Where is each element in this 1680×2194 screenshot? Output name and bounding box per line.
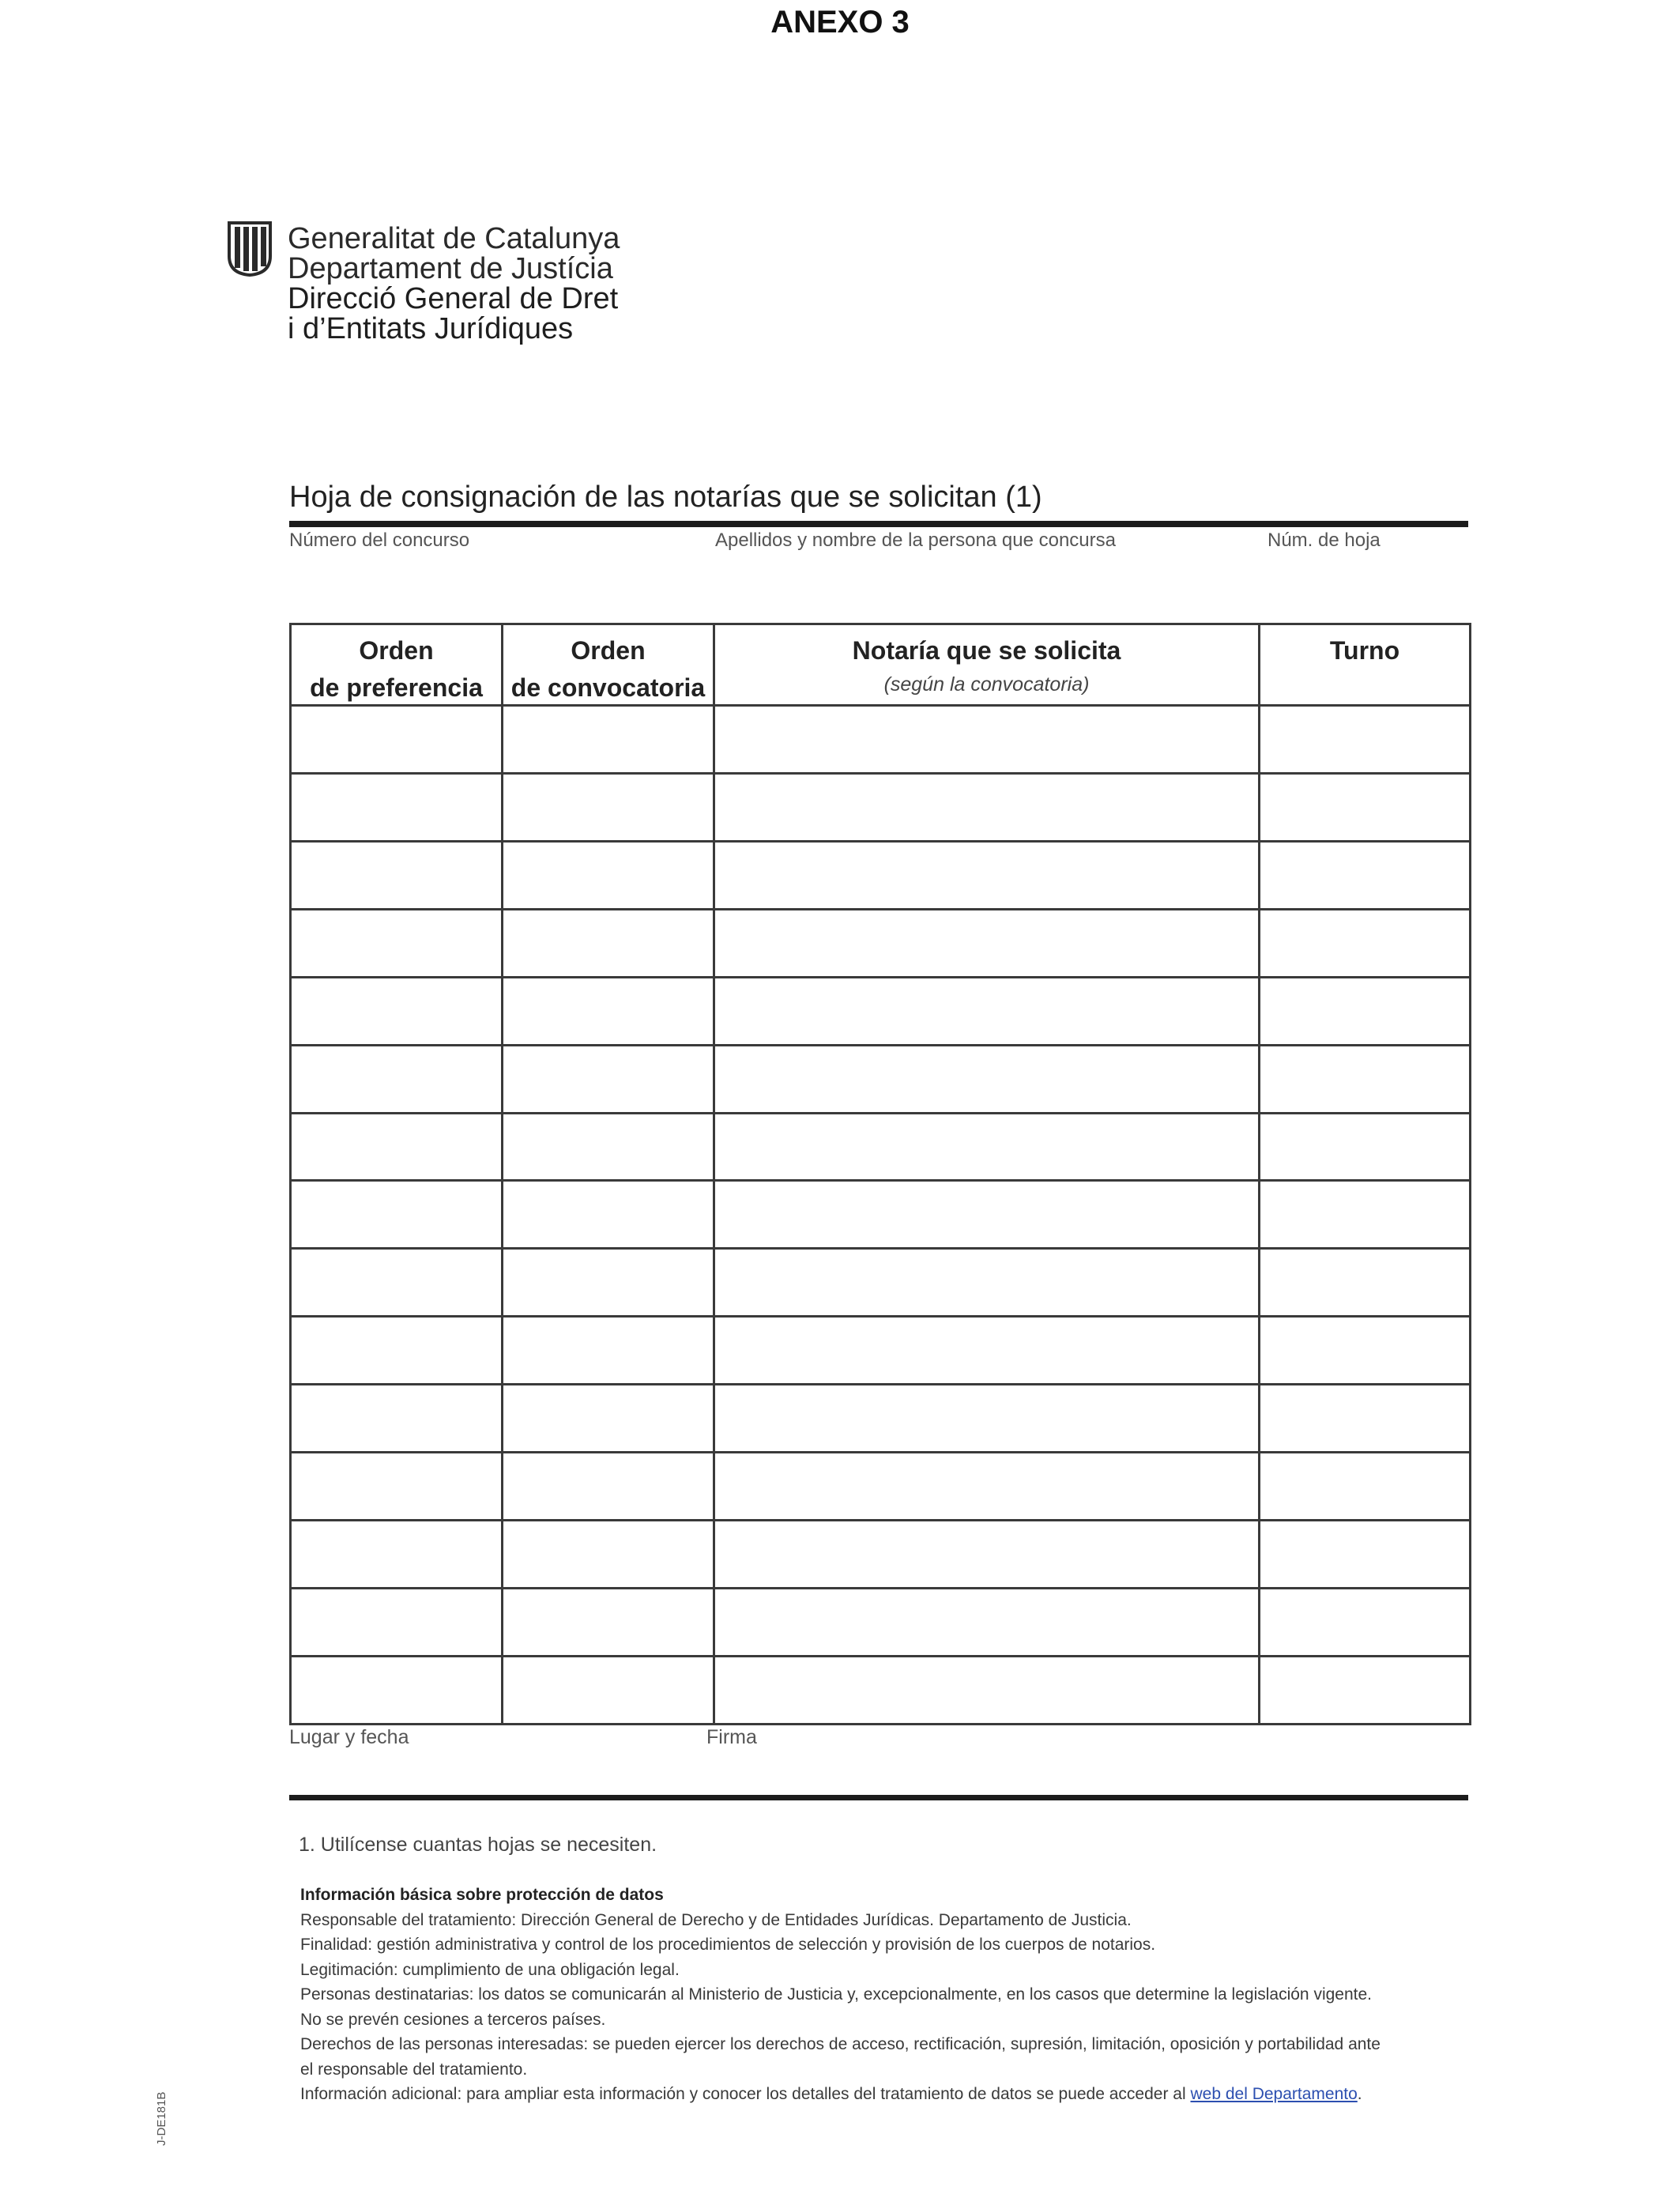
table-row	[291, 909, 1471, 977]
generalitat-stripes-icon	[224, 220, 275, 277]
notary-cell[interactable]	[714, 1588, 1260, 1656]
turn-cell[interactable]	[1260, 1453, 1471, 1521]
notary-cell[interactable]	[714, 1249, 1260, 1317]
notary-cell[interactable]	[714, 1113, 1260, 1181]
preference-order-cell[interactable]	[291, 841, 503, 909]
call-order-cell[interactable]	[503, 1656, 714, 1724]
header-preference-order-line2: de preferencia	[310, 673, 483, 702]
contest-number-label: Número del concurso	[289, 530, 470, 551]
preference-order-cell[interactable]	[291, 1249, 503, 1317]
notary-cell[interactable]	[714, 1521, 1260, 1589]
table-row	[291, 1453, 1471, 1521]
table-row	[291, 977, 1471, 1045]
table-row	[291, 1385, 1471, 1453]
table-row	[291, 841, 1471, 909]
title-divider	[289, 521, 1468, 527]
preference-order-cell[interactable]	[291, 1385, 503, 1453]
privacy-info	[300, 1883, 1454, 2107]
preference-order-cell[interactable]	[291, 977, 503, 1045]
notary-preference-table	[289, 623, 1471, 1725]
department-web-link[interactable]: web del Departamento	[1190, 2085, 1358, 2103]
call-order-cell[interactable]	[503, 1521, 714, 1589]
annex-title: ANEXO 3	[770, 5, 910, 40]
call-order-cell[interactable]	[503, 1045, 714, 1113]
notary-cell[interactable]	[714, 1453, 1260, 1521]
call-order-cell[interactable]	[503, 706, 714, 774]
preference-order-cell[interactable]	[291, 706, 503, 774]
bottom-divider	[289, 1795, 1468, 1800]
call-order-cell[interactable]	[503, 1317, 714, 1385]
call-order-cell[interactable]	[503, 1588, 714, 1656]
table-body	[291, 706, 1471, 1725]
preference-order-cell[interactable]	[291, 1045, 503, 1113]
header-turn	[1260, 624, 1471, 706]
table-row	[291, 1181, 1471, 1249]
document-code: J-DE181B	[155, 2091, 168, 2146]
table-row	[291, 1521, 1471, 1589]
turn-cell[interactable]	[1260, 1045, 1471, 1113]
call-order-cell[interactable]	[503, 1113, 714, 1181]
privacy-line: Legitimación: cumplimiento de una obligación legal.	[300, 1960, 680, 1979]
table-row	[291, 1045, 1471, 1113]
notary-cell[interactable]	[714, 1181, 1260, 1249]
preference-order-cell[interactable]	[291, 1588, 503, 1656]
turn-cell[interactable]	[1260, 1181, 1471, 1249]
table-row	[291, 706, 1471, 774]
header-call-order-line2: de convocatoria	[510, 673, 706, 702]
notary-cell[interactable]	[714, 977, 1260, 1045]
privacy-additional-text: Información adicional: para ampliar esta información y conocer los detalles del tratamiento de datos se puede acceder al	[300, 2085, 1186, 2103]
header-preference-order-line1: Orden	[359, 636, 434, 665]
privacy-line: Responsable del tratamiento: Dirección General de Derecho y de Entidades Jurídicas. Departamento de Justicia.	[300, 1910, 1132, 1929]
notary-cell[interactable]	[714, 1385, 1260, 1453]
privacy-line: Derechos de las personas interesadas: se pueden ejercer los derechos de acceso, rectificación, supresión, limitación, oposición y portabilidad ante	[300, 2035, 1381, 2053]
privacy-line: No se prevén cesiones a terceros países.	[300, 2010, 606, 2029]
turn-cell[interactable]	[1260, 1521, 1471, 1589]
notary-cell[interactable]	[714, 1656, 1260, 1724]
turn-cell[interactable]	[1260, 1317, 1471, 1385]
turn-cell[interactable]	[1260, 977, 1471, 1045]
header-call-order	[503, 624, 714, 706]
privacy-line-additional	[300, 2082, 1454, 2107]
call-order-cell[interactable]	[503, 1181, 714, 1249]
call-order-cell[interactable]	[503, 909, 714, 977]
privacy-line: Personas destinatarias: los datos se comunicarán al Ministerio de Justicia y, excepcionalmente, en los casos que determine la legislación vigente.	[300, 1985, 1372, 2004]
turn-cell[interactable]	[1260, 841, 1471, 909]
applicant-name-label: Apellidos y nombre de la persona que concursa	[715, 530, 1116, 551]
notary-cell[interactable]	[714, 773, 1260, 841]
privacy-additional-period: .	[1357, 2085, 1362, 2103]
call-order-cell[interactable]	[503, 1385, 714, 1453]
header-notary-requested-note: (según la convocatoria)	[883, 673, 1090, 696]
table-row	[291, 1317, 1471, 1385]
privacy-line: Finalidad: gestión administrativa y control de los procedimientos de selección y provisión de los cuerpos de notarios.	[300, 1936, 1156, 1954]
table-row	[291, 1113, 1471, 1181]
org-line-department: Departament de Justícia	[288, 252, 613, 285]
turn-cell[interactable]	[1260, 909, 1471, 977]
form-title: Hoja de consignación de las notarías que se solicitan (1)	[289, 481, 1042, 514]
preference-order-cell[interactable]	[291, 1181, 503, 1249]
notary-cell[interactable]	[714, 706, 1260, 774]
preference-order-cell[interactable]	[291, 1521, 503, 1589]
call-order-cell[interactable]	[503, 1453, 714, 1521]
org-line-directorate: Direcció General de Dret	[288, 282, 619, 315]
table-row	[291, 1249, 1471, 1317]
table-header-row	[291, 624, 1471, 706]
call-order-cell[interactable]	[503, 773, 714, 841]
call-order-cell[interactable]	[503, 841, 714, 909]
preference-order-cell[interactable]	[291, 773, 503, 841]
header-preference-order	[291, 624, 503, 706]
preference-order-cell[interactable]	[291, 1453, 503, 1521]
signature-label: Firma	[706, 1726, 757, 1748]
footnote: 1. Utilícense cuantas hojas se necesiten.	[299, 1834, 657, 1856]
privacy-line: el responsable del tratamiento.	[300, 2060, 528, 2079]
privacy-heading: Información básica sobre protección de datos	[300, 1886, 664, 1904]
org-line-generalitat: Generalitat de Catalunya	[288, 222, 620, 255]
notary-cell[interactable]	[714, 841, 1260, 909]
header-notary-requested-line1: Notaría que se solicita	[852, 636, 1121, 665]
header-notary-requested	[714, 624, 1260, 706]
preference-order-cell[interactable]	[291, 909, 503, 977]
call-order-cell[interactable]	[503, 977, 714, 1045]
header-call-order-line1: Orden	[571, 636, 646, 665]
table-row	[291, 1656, 1471, 1724]
turn-cell[interactable]	[1260, 1113, 1471, 1181]
preference-order-cell[interactable]	[291, 1317, 503, 1385]
turn-cell[interactable]	[1260, 706, 1471, 774]
preference-order-cell[interactable]	[291, 1656, 503, 1724]
notary-cell[interactable]	[714, 1317, 1260, 1385]
table-row	[291, 773, 1471, 841]
header-turn-line1: Turno	[1329, 636, 1400, 665]
call-order-cell[interactable]	[503, 1249, 714, 1317]
turn-cell[interactable]	[1260, 1249, 1471, 1317]
turn-cell[interactable]	[1260, 1385, 1471, 1453]
sheet-number-label: Núm. de hoja	[1268, 530, 1381, 551]
preference-order-cell[interactable]	[291, 1113, 503, 1181]
notary-cell[interactable]	[714, 909, 1260, 977]
table-row	[291, 1588, 1471, 1656]
turn-cell[interactable]	[1260, 1588, 1471, 1656]
turn-cell[interactable]	[1260, 773, 1471, 841]
org-line-entities: i d’Entitats Jurídiques	[288, 312, 574, 345]
place-date-label: Lugar y fecha	[289, 1726, 409, 1748]
turn-cell[interactable]	[1260, 1656, 1471, 1724]
notary-cell[interactable]	[714, 1045, 1260, 1113]
